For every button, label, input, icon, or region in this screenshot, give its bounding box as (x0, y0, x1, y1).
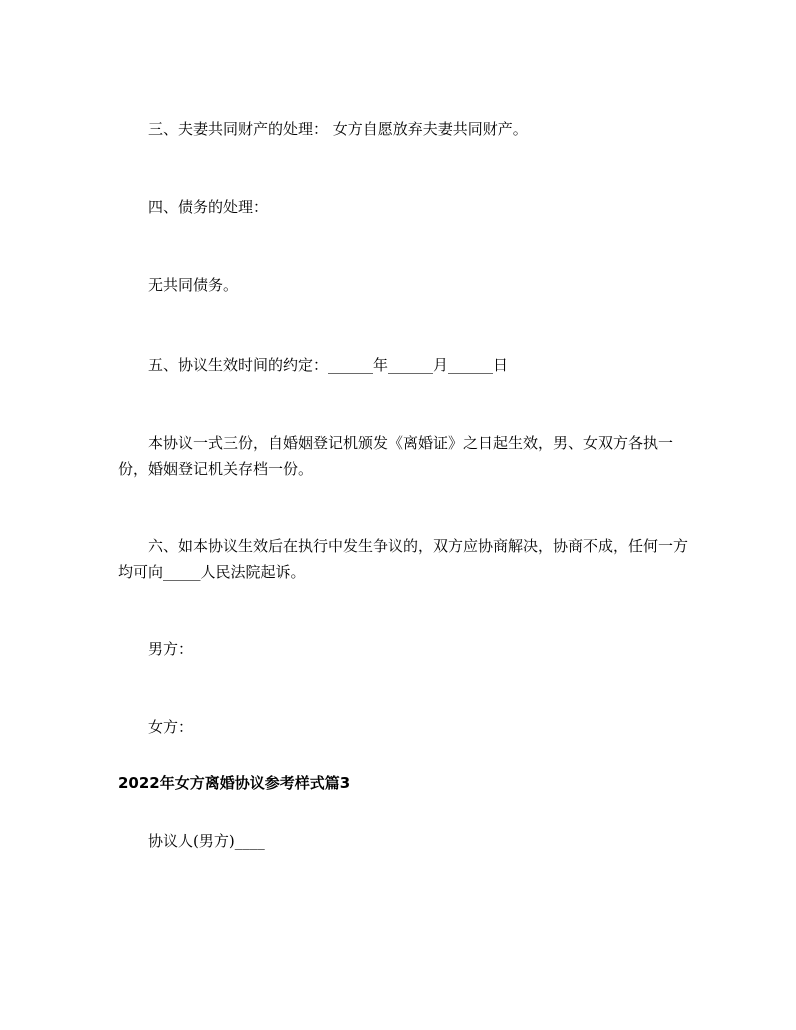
debt-clause-detail: 无共同债务。 (148, 276, 239, 294)
copies-clause: 本协议一式三份，自婚姻登记机颁发《离婚证》之日起生效，男、女双方各执一份，婚姻登记机关存档一份。 (118, 434, 674, 478)
effective-date-clause: 五、协议生效时间的约定：______年______月______日 (148, 356, 509, 374)
female-party-signature: 女方： (148, 718, 194, 736)
property-clause: 三、夫妻共同财产的处理： 女方自愿放弃夫妻共同财产。 (148, 120, 528, 138)
dispute-clause: 六、如本协议生效后在执行中发生争议的，双方应协商解决，协商不成，任何一方均可向_____人民法院起诉。 (118, 537, 689, 581)
debt-clause-heading: 四、债务的处理： (148, 198, 269, 216)
agreement-party-male: 协议人(男方)____ (148, 832, 265, 850)
male-party-signature: 男方： (148, 640, 194, 658)
section-title: 2022年女方离婚协议参考样式篇3 (118, 774, 351, 792)
